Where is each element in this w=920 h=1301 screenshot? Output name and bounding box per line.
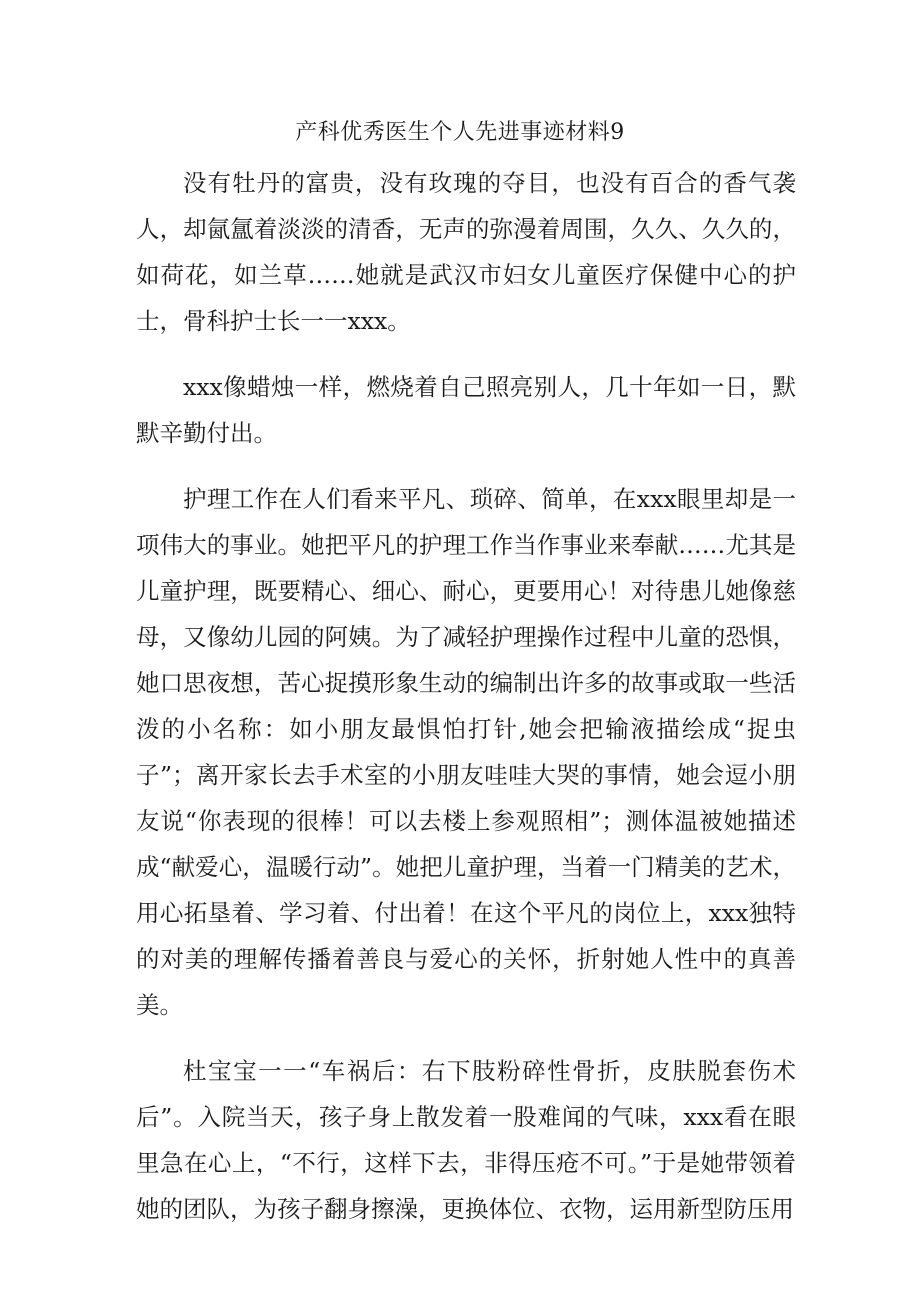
document-body	[136, 160, 796, 1252]
paragraph-3: 护理工作在人们看来平凡、琐碎、简单，在xxx眼里却是一项伟大的事业。她把平凡的护理工作当作事业来奉献……尤其是儿童护理，既要精心、细心、耐心，更要用心！对待患儿她像慈母，又像幼儿园的阿姨。为了减轻护理操作过程中儿童的恐惧，她口思夜想，苦心捉摸形象生动的编制出许多的故事或取一些活泼的小名称：如小朋友最惧怕打针,她会把输液描绘成“捉虫子”；离开家长去手术室的小朋友哇哇大哭的事情，她会逗小朋友说“你表现的很棒！可以去楼上参观照相”；测体温被她描述成“献爱心，温暖行动”。她把儿童护理，当着一门精美的艺术，用心拓垦着、学习着、付出着！在这个平凡的岗位上，xxx独特的对美的理解传播着善良与爱心的关怀，折射她人性中的真善美。	[136, 485, 796, 1019]
paragraph-4: 杜宝宝一一“车祸后：右下肢粉碎性骨折，皮肤脱套伤术后”。入院当天，孩子身上散发着一股难闻的气味，xxx看在眼里急在心上，“不行，这样下去，非得压疮不可。”于是她带领着她的团队，为孩子翻身擦澡，更换体位、衣物，运用新型防压用	[136, 1057, 796, 1223]
paragraph-1: 没有牡丹的富贵，没有玫瑰的夺目，也没有百合的香气袭人，却氤氲着淡淡的清香，无声的弥漫着周围，久久、久久的，如荷花，如兰草……她就是武汉市妇女儿童医疗保健中心的护士，骨科护士长一一xxx。	[136, 169, 796, 335]
document-title: 产科优秀医生个人先进事迹材料9	[295, 120, 625, 145]
paragraph-2: xxx像蜡烛一样，燃烧着自己照亮别人，几十年如一日，默默辛勤付出。	[136, 373, 796, 447]
